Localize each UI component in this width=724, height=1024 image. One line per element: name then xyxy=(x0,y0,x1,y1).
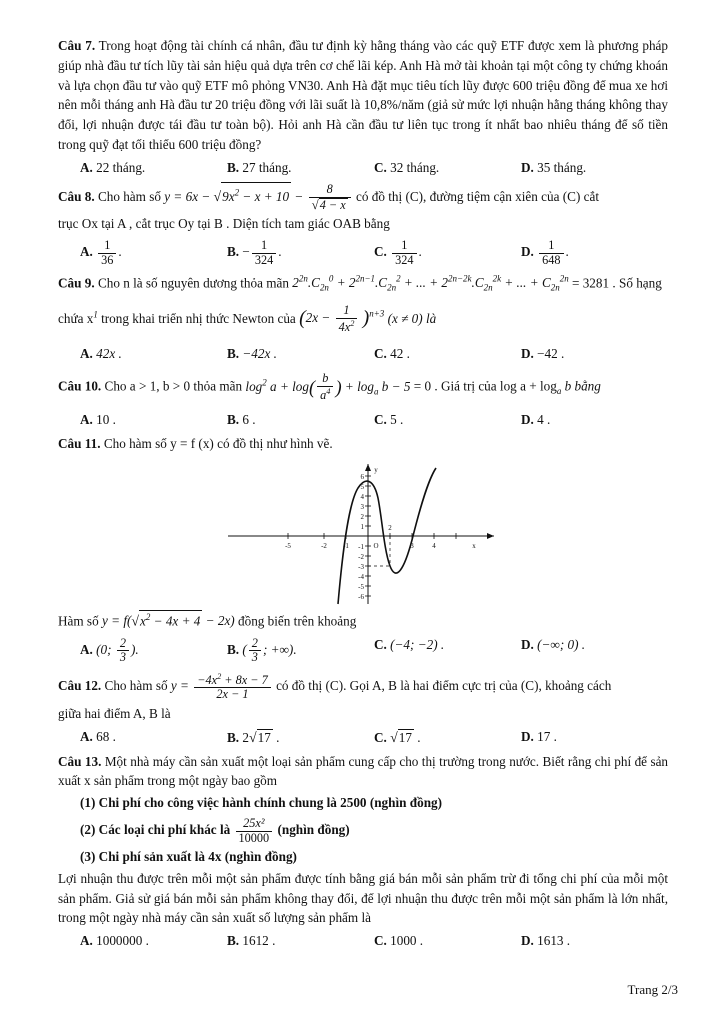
answer-label: D. xyxy=(521,636,534,652)
question-9-line2b: trong khai triển nhị thức Newton của xyxy=(101,310,296,326)
question-12-label: Câu 12. xyxy=(58,677,102,693)
answer-option[interactable] xyxy=(521,729,668,746)
answer-label: D. xyxy=(521,411,534,427)
answer-value: 1613 . xyxy=(537,933,571,949)
svg-text:-2: -2 xyxy=(321,541,327,550)
svg-text:O: O xyxy=(373,541,379,550)
question-9 xyxy=(58,273,668,295)
question-11-answers xyxy=(58,637,668,665)
answer-label: D. xyxy=(521,244,534,260)
answer-value: 27 tháng. xyxy=(242,159,292,175)
question-10-label: Câu 10. xyxy=(58,378,102,394)
answer-label: C. xyxy=(374,159,387,175)
answer-value: 1000000 . xyxy=(96,933,149,949)
answer-value: (−4; −2) . xyxy=(390,636,445,652)
answer-label: B. xyxy=(227,159,240,175)
answer-value: ( $\frac{2}{3}$ ; +∞). xyxy=(242,635,297,665)
answer-option[interactable] xyxy=(521,412,668,428)
question-9-answers xyxy=(58,346,668,362)
question-13 xyxy=(58,752,668,792)
answer-option[interactable] xyxy=(227,637,374,665)
answer-value: √17 . xyxy=(390,729,421,745)
answer-option[interactable] xyxy=(374,412,521,428)
answer-option[interactable] xyxy=(227,729,374,746)
answer-option[interactable] xyxy=(374,637,521,665)
question-12-answers xyxy=(58,729,668,746)
answer-label: A. xyxy=(80,728,93,744)
question-10-formula: $\log^2 a + \log$( $\frac{b}{a^4}$ ) + $\log_a b - 5$ xyxy=(245,371,414,403)
question-12-formula: y = $\frac{-4x^2 + 8x - 7}{2x - 1}$ xyxy=(171,678,276,693)
question-13-label: Câu 13. xyxy=(58,753,102,769)
question-7-answers xyxy=(58,160,668,176)
question-7 xyxy=(58,36,668,155)
svg-text:-1: -1 xyxy=(343,541,349,550)
graph-svg xyxy=(218,458,508,608)
answer-label: D. xyxy=(521,728,534,744)
svg-text:6: 6 xyxy=(360,472,364,481)
answer-label: A. xyxy=(80,159,93,175)
answer-option[interactable]: B. − $\frac{1}{324}$ . xyxy=(227,238,282,267)
answer-option[interactable] xyxy=(374,160,521,176)
function-graph xyxy=(58,458,668,608)
answer-value: $\frac{1}{36}$ xyxy=(98,239,116,267)
question-11-sub-b: đồng biến trên khoảng xyxy=(238,613,357,629)
answer-label: A. xyxy=(80,411,93,427)
answer-label: D. xyxy=(521,159,534,175)
question-13-item-2-a: (2) Các loại chi phí khác là xyxy=(80,822,231,838)
answer-label: B. xyxy=(227,729,240,745)
svg-text:x: x xyxy=(472,541,476,550)
exam-content xyxy=(58,36,668,955)
question-11-formula: $y = f(√x^2 - 4x + 4 - 2x)$ xyxy=(102,613,238,628)
question-13-item-2 xyxy=(58,815,668,845)
answer-label: A. xyxy=(80,933,93,949)
answer-label: A. xyxy=(80,641,93,657)
answer-option[interactable] xyxy=(227,933,374,949)
svg-text:-6: -6 xyxy=(358,592,364,601)
answer-label: A. xyxy=(80,244,93,260)
answer-value: 1612 . xyxy=(242,933,276,949)
svg-text:-1: -1 xyxy=(358,542,364,551)
question-10-text-c: b bằng xyxy=(564,378,601,394)
question-9-line1b: = 3281 . Số hạng xyxy=(571,275,662,291)
question-8-tail: có đồ thị (C), đường tiệm cận xiên của (C) cắt xyxy=(356,188,599,204)
answer-label: C. xyxy=(374,729,387,745)
svg-text:-5: -5 xyxy=(358,582,364,591)
answer-label: B. xyxy=(227,346,240,362)
answer-label: D. xyxy=(521,933,534,949)
answer-value: 1000 . xyxy=(390,933,424,949)
answer-value: $\frac{1}{324}$ xyxy=(252,239,276,267)
answer-label: B. xyxy=(227,244,240,260)
answer-value: 2√17 . xyxy=(242,729,280,745)
svg-text:3: 3 xyxy=(410,541,414,550)
answer-option[interactable] xyxy=(58,412,227,428)
svg-text:2: 2 xyxy=(388,523,392,532)
answer-option[interactable]: A. $\frac{1}{36}$ . xyxy=(80,238,122,267)
question-13-item-2-b: (nghìn đồng) xyxy=(277,822,350,838)
answer-label: C. xyxy=(374,636,387,652)
question-13-answers xyxy=(58,933,668,949)
question-13-text: Một nhà máy cần sản xuất một loại sản phẩm cung cấp cho thị trường trong nước. Biết rằng chi phí để sản xuất x sản phẩm trong một ngày bao gồm xyxy=(58,753,669,789)
svg-text:4: 4 xyxy=(360,492,364,501)
svg-text:y: y xyxy=(374,465,378,474)
answer-label: B. xyxy=(227,411,240,427)
x-axis-arrow xyxy=(487,533,494,539)
question-13-item-3 xyxy=(58,847,668,867)
question-13-item-3-text: (3) Chi phí sản xuất là 4x (nghìn đồng) xyxy=(80,849,297,865)
answer-option[interactable] xyxy=(227,346,374,362)
answer-option[interactable] xyxy=(521,933,668,949)
answer-value: 68 . xyxy=(96,728,116,744)
svg-text:-4: -4 xyxy=(358,572,364,581)
answer-option[interactable] xyxy=(374,729,521,746)
answer-value: −42x . xyxy=(242,346,277,362)
question-7-text: Trong hoạt động tài chính cá nhân, đầu tư định kỳ hằng tháng vào các quỹ ETF được xem là phương pháp giúp nhà đầu tư tích lũy tài sản hiệu quả dựa trên cơ chế lãi kép. Anh Hà mở tài khoản tại một công ty chứng khoán và lựa chọn đầu tư vào quỹ ETF mô phỏng VN30. Anh Hà đặt mục tiêu tích lũy được 600 triệu đồng để mua xe hơi nên mỗi tháng anh Hà đầu tư 20 triệu đồng với lãi suất là 10,8%/năm (giả sử mức lợi nhuận hằng tháng không thay đổi, lợi nhuận được tái đầu tư toàn bộ). Hỏi anh Hà cần đầu tư liên tục trong ít nhất bao nhiêu tháng để số tiền trong quỹ đạt tối thiểu 600 triệu đồng? xyxy=(58,38,669,152)
answer-option[interactable] xyxy=(227,160,374,176)
question-7-label: Câu 7. xyxy=(58,38,96,53)
question-10: Câu 10. Cho a > 1, b > 0 thỏa mãn $\log^2 a + \log$( $\frac{b}{a^4}$ ) + $\log_a b - 5 = 0$ . Giá trị của $\log a + \log_a b$ bằng xyxy=(58,371,601,403)
y-axis-arrow xyxy=(365,464,371,471)
answer-label: D. xyxy=(521,346,534,362)
question-11-subtext xyxy=(58,610,668,632)
question-12-text-b: có đồ thị (C). Gọi A, B là hai điểm cực trị của (C), khoảng cách xyxy=(276,677,612,693)
answer-value: 4 . xyxy=(537,411,551,427)
page-footer: Trang 2/3 xyxy=(627,982,678,997)
answer-option[interactable] xyxy=(58,933,227,949)
answer-label: C. xyxy=(374,244,387,260)
answer-value: −42 . xyxy=(537,346,565,362)
svg-text:4: 4 xyxy=(432,541,436,550)
question-8-line2: trục Ox tại A , cắt trục Oy tại B . Diện tích tam giác OAB bằng xyxy=(58,216,390,232)
answer-value: (−∞; 0) . xyxy=(537,636,586,652)
answer-option[interactable] xyxy=(374,346,521,362)
answer-label: B. xyxy=(227,641,240,657)
question-10-answers xyxy=(58,412,668,428)
answer-option[interactable]: C. $\frac{1}{324}$ . xyxy=(374,238,422,267)
svg-text:-5: -5 xyxy=(285,541,291,550)
svg-text:-3: -3 xyxy=(358,562,364,571)
svg-text:2: 2 xyxy=(360,512,364,521)
answer-value: 32 tháng. xyxy=(390,159,440,175)
answer-label: C. xyxy=(374,411,387,427)
svg-text:-2: -2 xyxy=(358,552,364,561)
question-12-text-a: Cho hàm số xyxy=(104,677,168,693)
answer-label: C. xyxy=(374,346,387,362)
question-12-line2: giữa hai điểm A, B là xyxy=(58,705,171,721)
answer-option[interactable] xyxy=(521,346,668,362)
question-8-label: Câu 8. xyxy=(58,188,95,204)
question-9-line2: chứa $x^1$ trong khai triển nhị thức Newton của (2x − $\frac{1}{4x^2}$ )$^{n+3}$ (x ≠ 0) là xyxy=(58,303,437,334)
svg-text:1: 1 xyxy=(360,522,364,531)
answer-option[interactable] xyxy=(374,933,521,949)
question-13-tail: Lợi nhuận thu được trên mỗi một sản phẩm được tính bằng giá bán mỗi sản phẩm trừ đi tổng chi phí của mỗi một sản phẩm. Giả sử giá bán mỗi sản phẩm không thay đổi, để lợi nhuận thu được trên mỗi một sản phẩm là lớn nhất, trong một ngày nhà máy cần sản xuất số lượng sản phẩm là xyxy=(58,870,668,926)
answer-option[interactable] xyxy=(521,160,668,176)
answer-option[interactable] xyxy=(58,729,227,746)
answer-value: (0; $\frac{2}{3}$ ). xyxy=(96,635,139,665)
answer-label: B. xyxy=(227,933,240,949)
question-11-label: Câu 11. xyxy=(58,435,101,451)
question-9-formula2: (2x − $\frac{1}{4x^2}$ )$^{n+3}$ xyxy=(299,303,385,334)
question-9-label: Câu 9. xyxy=(58,275,95,291)
answer-value: 10 . xyxy=(96,411,116,427)
question-11-text: Cho hàm số y = f (x) có đồ thị như hình vẽ. xyxy=(103,435,333,451)
question-9-line2a: chứa x xyxy=(58,310,94,326)
answer-option[interactable] xyxy=(521,637,668,665)
question-9-formula1: $2^{2n}.C_{2n}^0 + 2^{2n-1}.C_{2n}^2$ + ... + $2^{2n-2k}.C_{2n}^{2k}$ + ... + $C_{2n}^{2n}$ xyxy=(292,274,569,294)
question-9-line1a: Cho n là số nguyên dương thỏa mãn xyxy=(97,275,289,291)
answer-value: $\frac{1}{648}$ xyxy=(539,239,563,267)
question-10-text-b: = 0 . Giá trị của log a + log xyxy=(413,378,557,394)
answer-label: C. xyxy=(374,933,387,949)
question-13-item-1 xyxy=(58,793,668,813)
answer-option[interactable] xyxy=(58,637,227,665)
question-8 xyxy=(58,182,668,212)
question-8-intro: Cho hàm số xyxy=(97,188,161,204)
answer-option[interactable] xyxy=(58,160,227,176)
question-12 xyxy=(58,671,668,702)
question-11-sub-a: Hàm số xyxy=(58,613,99,629)
question-8-answers xyxy=(58,239,668,267)
question-10-text-a: Cho a > 1, b > 0 thỏa mãn xyxy=(104,378,243,394)
answer-value: 42x . xyxy=(96,346,122,362)
answer-value: 35 tháng. xyxy=(537,159,587,175)
question-8-formula: $y = 6x - √9x^2 - x + 10$ − $\frac{8}{√4 - x}$ xyxy=(164,189,356,204)
question-13-item-2-fraction: $\frac{\text{25x²}}{10000}$ xyxy=(236,817,273,845)
svg-text:5: 5 xyxy=(360,482,364,491)
question-11 xyxy=(58,434,668,454)
answer-value: $\frac{1}{324}$ xyxy=(392,239,416,267)
question-9-line2c: (x ≠ 0) là xyxy=(387,310,437,326)
answer-value: 6 . xyxy=(242,411,256,427)
question-13-item-1-text: (1) Chi phí cho công việc hành chính chung là 2500 (nghìn đồng) xyxy=(80,795,443,811)
answer-value: 17 . xyxy=(537,728,557,744)
answer-label: A. xyxy=(80,346,93,362)
answer-value: 5 . xyxy=(390,411,404,427)
answer-option[interactable]: D. $\frac{1}{648}$ . xyxy=(521,238,569,267)
answer-option[interactable] xyxy=(227,412,374,428)
answer-option[interactable] xyxy=(58,346,227,362)
answer-value: 42 . xyxy=(390,346,410,362)
svg-text:3: 3 xyxy=(360,502,364,511)
answer-value: 22 tháng. xyxy=(96,159,146,175)
